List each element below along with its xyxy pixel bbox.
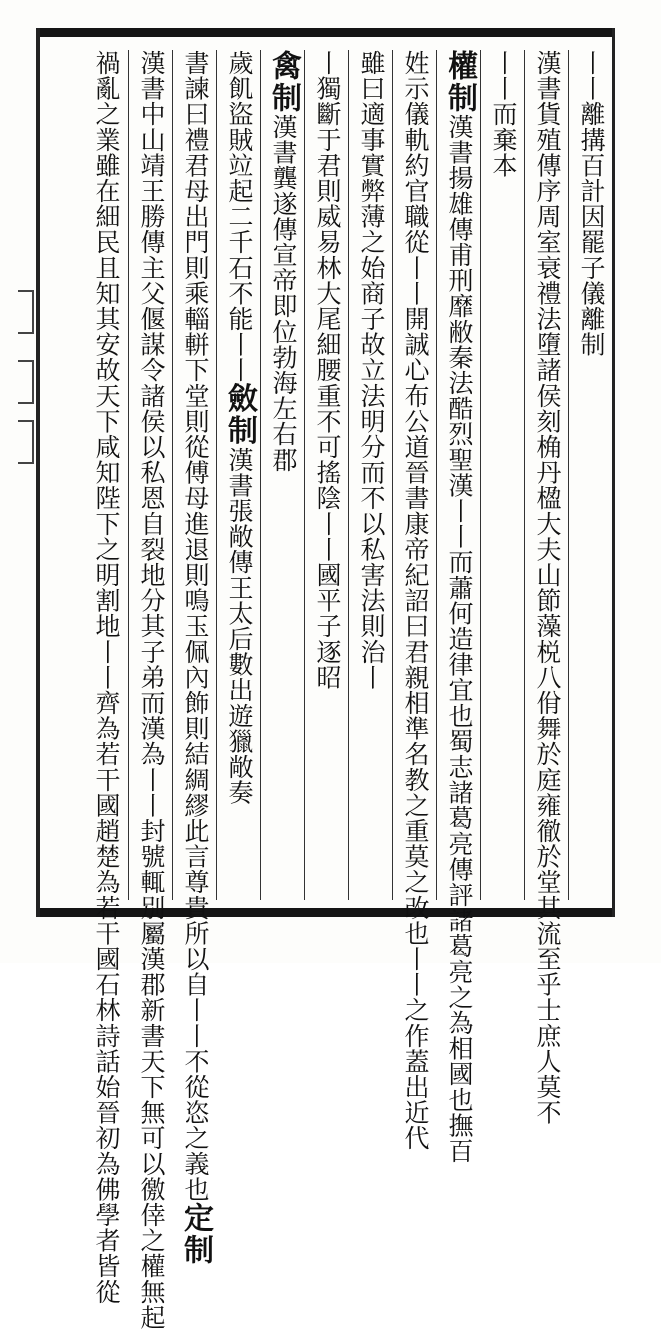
text-column-2 xyxy=(524,50,569,1126)
text-column-3 xyxy=(480,50,525,900)
column-text: 丨丨離搆百計因罷子儀離制 xyxy=(577,50,606,358)
column-text: 丨丨而棄本 xyxy=(489,50,518,178)
left-border-rule xyxy=(36,28,40,917)
bottom-border-rule xyxy=(40,908,614,917)
text-column-5 xyxy=(392,50,437,1151)
text-column-11 xyxy=(128,50,173,1330)
text-column-6 xyxy=(348,50,393,900)
column-text: 禍亂之業雖在細民且知其安故天下咸知陛下之明割地丨丨齊為若干國趙楚為若干國石林詩話始晉初為佛學者皆從 xyxy=(92,50,121,1305)
text-column-9 xyxy=(216,50,261,900)
top-border-rule xyxy=(40,28,614,37)
column-text: 歲飢盜賊竝起二千石不能丨丨 xyxy=(225,50,254,383)
column-text: 漢書龔遂傳宣帝即位勃海左右郡 xyxy=(269,114,298,473)
binding-gutter-mark xyxy=(18,360,34,404)
entry-heading: 禽制 xyxy=(266,50,301,114)
text-column-7 xyxy=(304,50,349,900)
entry-heading: 權制 xyxy=(442,50,477,114)
text-column-12 xyxy=(84,50,128,1305)
column-text: 漢書中山靖王勝傳主父偃謀令諸侯以私恩自裂地分其子弟而漢為丨丨封號輒別屬漢郡新書天下無可以徼倖之權無起 xyxy=(137,50,166,1330)
text-column-8 xyxy=(260,50,305,900)
entry-heading: 斂制 xyxy=(222,382,257,447)
column-text: 漢書張敞傳王太后數出遊獵敞奏 xyxy=(225,446,254,806)
column-text: 丨獨斷于君則威易林大尾細腰重不可搖陰丨丨國平子逐昭 xyxy=(313,50,342,690)
column-text: 漢書貨殖傳序周室衰禮法墮諸侯刻桷丹楹大夫山節藻棁八佾舞於庭雍徹於堂其流至乎士庶人莫不 xyxy=(533,50,562,1126)
binding-gutter-mark xyxy=(18,420,34,464)
entry-heading: 定制 xyxy=(178,1202,213,1266)
text-column-10 xyxy=(172,50,217,1266)
text-column-1 xyxy=(568,50,613,900)
column-text: 雖曰適事實弊薄之始商子故立法明分而不以私害法則治丨 xyxy=(357,50,386,690)
column-text: 姓示儀軌約官職從丨丨開誠心布公道晉書康帝紀詔曰君親相準名教之重莫之改也丨丨之作蓋出近代 xyxy=(401,50,430,1151)
text-column-4 xyxy=(436,50,481,1164)
column-text: 書諫曰禮君母出門則乘輜軿下堂則從傅母進退則鳴玉佩內飾則結綢繆此言尊貴所以自丨丨不從恣之義也 xyxy=(181,50,210,1202)
column-text: 漢書揚雄傳甫刑靡敝秦法酷烈聖漢丨丨而蕭何造律宜也蜀志諸葛亮傳評諸葛亮之為相國也撫百 xyxy=(445,114,474,1164)
binding-gutter-mark xyxy=(18,290,34,334)
